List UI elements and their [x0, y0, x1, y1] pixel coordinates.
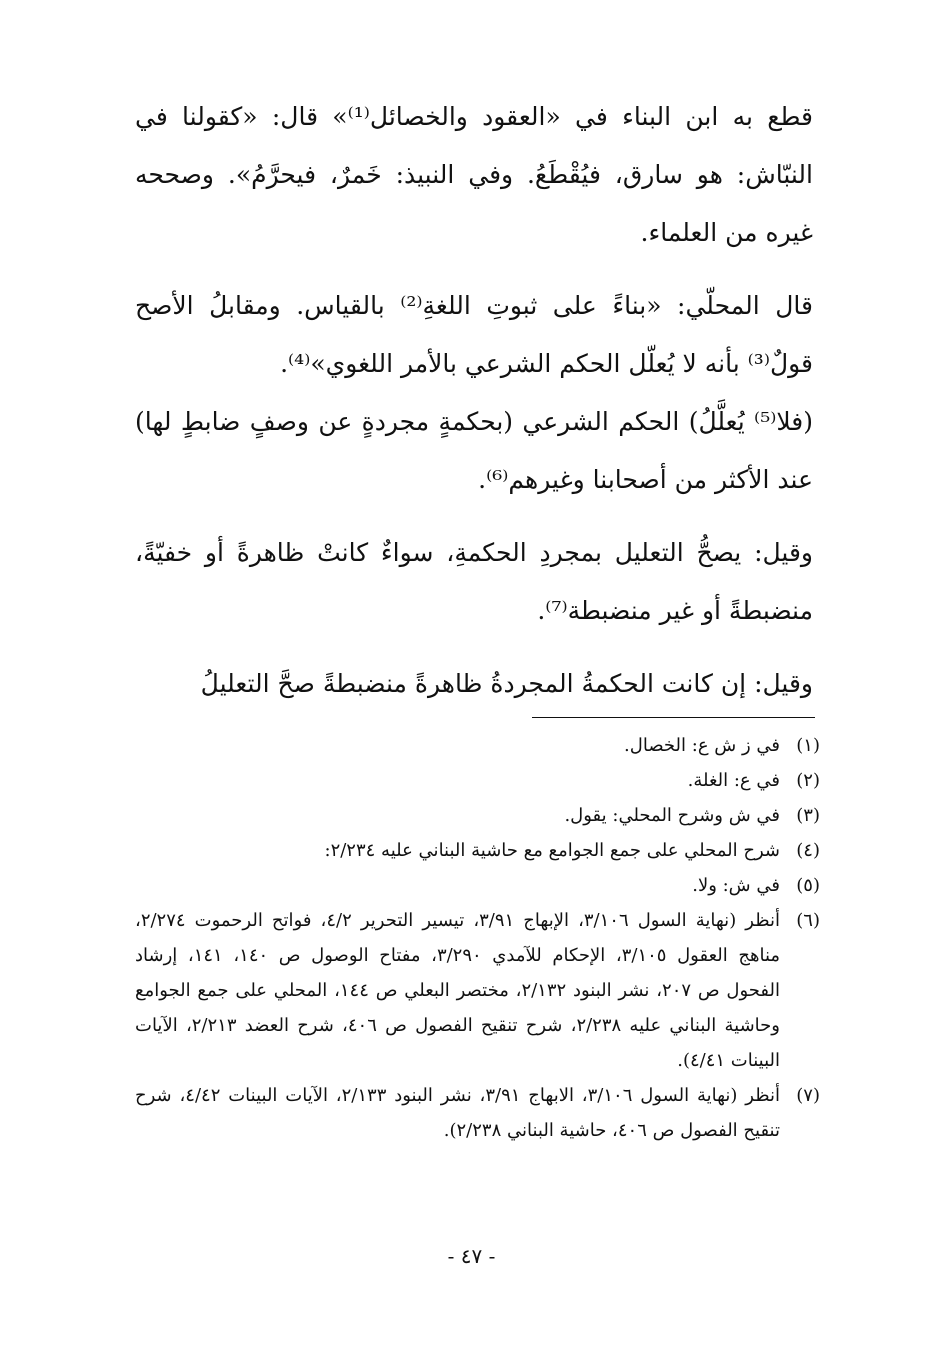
footnote-number: (١)	[796, 735, 820, 756]
footnote	[135, 833, 820, 868]
paragraph-2: قال المحلّي: «بناءً على ثبوتِ اللغةِ⁽²⁾ بالقياس. ومقابلُ الأصح قولٌ⁽³⁾ بأنه لا يُعلّل الحكم الشرعي بالأمر اللغوي»⁽⁴⁾.	[135, 291, 813, 378]
footnote-text: في ش وشرح المحلي: يقول.	[564, 805, 780, 826]
footnote-text: في ش: ولا.	[692, 875, 780, 896]
footnote-text: في ز ش ع: الخصال.	[624, 735, 780, 756]
paragraph-1: قطع به ابن البناء في «العقود والخصائل⁽¹⁾» قال: «كقولنا في النبّاش: هو سارق، فيُقْطَعُ. وفي النبيذ: خَمرٌ، فيحرَّمُ». وصححه غيره من العلماء.	[135, 102, 813, 247]
footnote-number: (٥)	[796, 875, 820, 896]
paragraph-4: وقيل: يصحُّ التعليل بمجردِ الحكمةِ، سواءٌ كانتْ ظاهرةً أو خفيّةً، منضبطةً أو غير منضبطة⁽⁷⁾.	[135, 538, 813, 625]
footnote-number: (٤)	[796, 840, 820, 861]
footnote-number: (٦)	[796, 910, 820, 931]
footnote-text: شرح المحلي على جمع الجوامع مع حاشية البناني عليه ٢/٢٣٤:	[324, 840, 780, 861]
footnote	[135, 763, 820, 798]
footnote-text: أنظر (نهاية السول ٣/١٠٦، الابهاج ٣/٩١، نشر البنود ٢/١٣٣، الآيات البينات ٤/٤٢، شرح تنقيح الفصول ص ٤٠٦، حاشية البناني ٢/٢٣٨).	[135, 1085, 780, 1141]
footnote	[135, 728, 820, 763]
paragraph-5: وقيل: إن كانت الحكمةُ المجردةُ ظاهرةً منضبطةً صحَّ التعليلُ	[200, 669, 813, 698]
footnote-text: في ع: الغلة.	[687, 770, 780, 791]
footnotes	[135, 728, 820, 1148]
footnote-number: (٣)	[796, 805, 820, 826]
footnote	[135, 868, 820, 903]
footnote-number: (٧)	[796, 1085, 820, 1106]
page-number: - ٤٧ -	[447, 1244, 496, 1268]
footnote-number: (٢)	[796, 770, 820, 791]
footnote	[135, 1078, 820, 1148]
footnote-text: أنظر (نهاية السول ٣/١٠٦، الإبهاج ٣/٩١، تيسير التحرير ٤/٢، فواتح الرحموت ٢/٢٧٤، مناهج العقول ٣/١٠٥، الإحكام للآمدي ٣/٢٩٠، مفتاح الوصول ص ١٤٠، ١٤١، إرشاد الفحول ص ٢٠٧، نشر البنود ٢/١٣٢، مختصر البعلي ص ١٤٤، المحلي على جمع الجوامع وحاشية البناني عليه ٢/٢٣٨، شرح تنقيح الفصول ص ٤٠٦، شرح العضد ٢/٢١٣، الآيات البينات ٤/٤١).	[135, 910, 781, 1071]
footnote-separator	[532, 717, 815, 718]
paragraph-3: (فلا⁽⁵⁾ يُعلَّلُ) الحكم الشرعي (بحكمةٍ مجردةٍ عن وصفٍ ضابطٍ لها) عند الأكثر من أصحابنا وغيرهم⁽⁶⁾.	[135, 407, 813, 494]
main-text	[135, 88, 813, 713]
footnote	[135, 798, 820, 833]
footnote	[135, 903, 820, 1078]
